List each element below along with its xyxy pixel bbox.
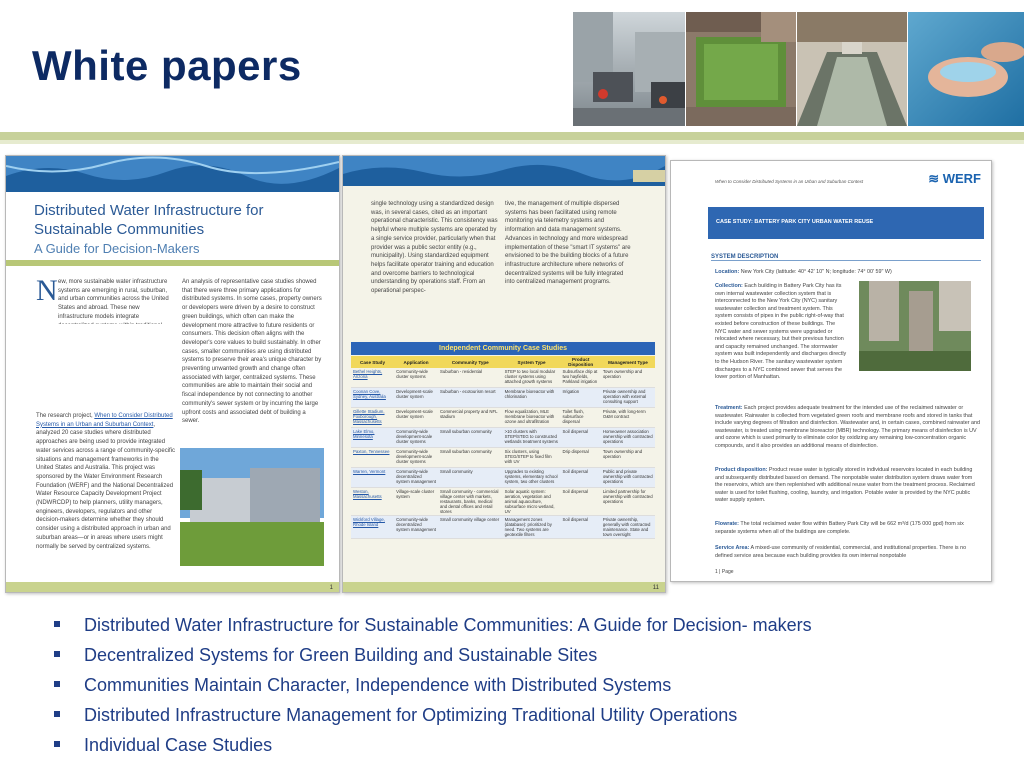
table-cell: Soil dispersal [560,428,600,448]
service-area-field: Service Area: A mixed-use community of residential, commercial, and institutional properties. There is no defined service area because each building provides its own internal nonpotable [715,545,967,559]
column-header: System Type [503,356,561,368]
case-study-title-band [708,207,984,239]
table-cell: Small community village center [438,516,503,539]
guide-col1-p2-post: , analyzed 20 case studies where distributed approaches are being used to provide integrated water services across a range of community-specific situations and management frameworks in the United States and Australia. This project was sponsored by the Water Environment Research Foundation (WERF) and the National Decentralized Water Resource Capacity Development Project (NDWRCDP) to help planners, utility managers, engineers, developers, regulators and other decision-makers determine whether they should consider using a distributed approach in urban and suburban areas—or in areas where users might normally be served by centralized systems. [36,421,176,550]
case-study-link[interactable]: Paxton, Tennessee [351,448,394,468]
table-cell: Upgrades to existing systems, elementary school system, two other clusters [503,468,561,488]
rainy-street-photo [573,12,685,126]
table-cell: Town ownership and operation [601,368,655,388]
column-header: Management Type [601,356,655,368]
case-study-link[interactable]: Warren, Vermont [351,468,394,488]
table-cell: >10 clusters with STEP/STEG to constructed wetlands treatment systems [503,428,561,448]
product-disposition-field: Product disposition: Product reuse water is typically stored in individual reservoirs located in each building and subsequently distributed based on demand. The nonpotable water distribution system draws water from the reservoirs, which are then replenished with additional reuse water from the treatment process. Reclaimed water is used for toilet flushing, cooling, laundry, and irrigation. Potable water is provided by the NYC public water supply system. [715,467,975,504]
table-row [351,428,655,448]
system-description-heading: SYSTEM DESCRIPTION [711,254,981,261]
flowrate-field: Flowrate: The total reclaimed water flow within Battery Park City will be 662 m³/d (175 000 gpd) from six separate systems when all of the buildings are complete. [715,521,964,535]
guide-dropcap: N [36,274,58,307]
table-cell: Community-wide development-scale cluster systems [394,428,438,448]
guide-col1-p2-pre: The research project, [36,413,95,419]
table-cell: Subsurface drip at two hayfields, Parkland irrigation [560,368,600,388]
guide-col2-paragraph: An analysis of representative case studies showed that there were three primary applications for distributed systems. In some cases, property owners or developers were driven by a desire to construct green buildings, which often can make the development more attractive to future residents or consumers. This decision often aligns with the developer's core values to build sustainably. In other cases, smaller communities are using distributed systems to preserve their area's unique character by preventing unwanted growth and change often associated with larger, centralized systems. These communities are able to maintain their social and fiscal independence by not connecting to another community's sewer system or by incurring the large upfront costs and associated debt of building a sewer. [182,279,322,425]
table-cell: STEP to two local modular cluster systems using attached growth systems [503,368,561,388]
table-row [351,408,655,428]
table-cell: Community-wide decentralized system management [394,516,438,539]
case-studies-col2: tive, the management of multiple dispersed systems has been facilitated using remote monitoring via telemetry systems and information and data management systems. Advances in technology and more widespread implementation of these "smart IT systems" are envisioned to be the building blocks of a future infrastructure architecture where networks of decentralized systems will be fully integrated into centralized management programs. [505,201,631,286]
table-cell: Limited partnership for ownership with contracted operations [601,488,655,516]
table-cell: Private ownership, generally with contracted maintenance. State and town oversight [601,516,655,539]
guide-col1-paragraph2 [36,412,176,567]
table-row [351,368,655,388]
guide-title-band [6,260,339,266]
guide-research-link[interactable]: When to Consider Distributed Systems in an Urban and Suburban Context [36,413,173,428]
case-study-link[interactable]: Coonan Cove, Sydney, Australia [351,388,394,408]
list-item[interactable]: Decentralized Systems for Green Building and Sustainable Sites [54,640,812,670]
case-studies-table-header [351,356,655,368]
table-cell: Development-scale cluster system [394,388,438,408]
case-studies-table-title: Independent Community Case Studies [351,342,655,355]
table-cell: Village-scale cluster system [394,488,438,516]
treatment-field: Treatment: Each project provides adequate treatment for the intended use of the reclaimed rainwater or wastewater. Rainwater is collected from vegetated green roofs and membrane roofs and stored in tanks that include varying degrees of filtration and disinfection. Wastewater and, in certain cases, combined rainwater and wastewater, is treated using membrane bioreactor (MBR) technology. The primary means of disinfection is UV and ozone which is used primarily to eliminate color by oxidizing any remaining low-concentration organic compounds, and it also provides an additional means of disinfection. [715,405,980,449]
table-cell: Membrane bioreactor with chlorination [503,388,561,408]
table-row [351,516,655,539]
table-cell: Development-scale cluster system [394,408,438,428]
table-cell: Soil dispersal [560,488,600,516]
table-cell: Community-wide decentralized system management [394,468,438,488]
list-item[interactable]: Communities Maintain Character, Independence with Distributed Systems [54,670,812,700]
guide-footer-bar [6,582,339,592]
location-field: Location: New York City (latitude: 40° 42' 10" N; longitude: 74° 00' 59" W) [715,269,892,275]
page-title: White papers [32,42,302,89]
column-header: Application [394,356,438,368]
guide-title: Distributed Water Infrastructure for Sustainable Communities [34,202,264,238]
water-banner-image [343,156,665,186]
list-item[interactable]: Individual Case Studies [54,730,812,760]
table-cell: Small community [438,468,503,488]
guide-page-number: 1 [329,585,333,591]
collection-field-continued [715,381,981,403]
table-cell: Town ownership and operation [601,448,655,468]
table-cell: Community-wide development-scale cluster systems [394,448,438,468]
table-cell: Small community - commercial village center with markets, restaurants, banks, medical and dental offices and retail stores [438,488,503,516]
battery-park-case-study-thumbnail[interactable] [670,160,992,582]
table-row [351,448,655,468]
column-header: Product Disposition [560,356,600,368]
case-study-link[interactable]: Wickford Village, Rhode Island [351,516,394,539]
guide-subtitle: A Guide for Decision-Makers [34,241,200,256]
case-studies-footer-bar [343,582,665,592]
guide-col1-paragraph1: ew, more sustainable water infrastructure systems are emerging in rural, suburban, and urban communities across the United States and abroad. These new infrastructure models integrate [58,279,169,320]
table-cell: Solar aquatic system: aeration, vegetation and animal aquaculture, subsurface micro wetland, UV [503,488,561,516]
case-studies-table [351,356,655,539]
header-divider-light [0,140,1024,144]
table-cell: Community-wide cluster systems [394,368,438,388]
table-cell: Management zones (database): prioritized by need. Two systems are geotextile filters [503,516,561,539]
table-cell: Suburban - residential [438,368,503,388]
white-paper-guide-thumbnail[interactable] [5,155,340,593]
column-header: Community Type [438,356,503,368]
werf-logo: ≋ WERF [928,171,981,186]
table-cell: Drip dispersal [560,448,600,468]
case-study-link[interactable]: Weston, Massachusetts [351,488,394,516]
water-banner-image [6,156,339,192]
case-study-link[interactable]: Gillette Stadium, Foxborough, Massachusetts [351,408,394,428]
water-treatment-photo [797,12,907,126]
table-cell: Irrigation [560,388,600,408]
table-cell: Private ownership and operation with external consulting support [601,388,655,408]
table-cell: Homeowner association ownership with contracted operations [601,428,655,448]
table-cell: Small suburban community [438,448,503,468]
case-study-running-header: When to Consider Distributed Systems in an Urban and Suburban Context [715,179,864,184]
case-studies-table-thumbnail[interactable] [342,155,666,593]
table-cell: Six clusters, using STEG/STEP to fixed film with UV [503,448,561,468]
list-item[interactable]: Distributed Infrastructure Management for Optimizing Traditional Utility Operations [54,700,812,730]
table-row [351,488,655,516]
table-cell: Public and private ownership with contracted operations [601,468,655,488]
building-lawn-photo [180,448,324,566]
table-cell: Private, with long-term O&M contract [601,408,655,428]
case-studies-col1: single technology using a standardized design was, in several cases, cited as an important operational characteristic. This consistency was helpful where multiple systems are operated by a single service provider, particularly when that provider was a public sector entity (e.g., municipality). Using standardized equipment helps facilitate operator training and education and overcome barriers to technological understanding by operations staff. From an operational perspec- [371,201,498,295]
green-roof-photo [686,12,796,126]
list-item[interactable]: Distributed Water Infrastructure for Sustainable Communities: A Guide for Decision- makers [54,610,812,640]
white-paper-list [54,610,812,760]
case-study-link[interactable]: Bethel Heights, Arizona [351,368,394,388]
case-study-title: CASE STUDY: BATTERY PARK CITY URBAN WATER REUSE [716,219,874,225]
table-row [351,468,655,488]
table-cell: Commercial property and NFL stadium [438,408,503,428]
case-study-page-number: 1 | Page [715,569,734,575]
column-header: Case Study [351,356,394,368]
table-cell: Flow equalization, MLE membrane bioreactor with ozone and ultrafiltration [503,408,561,428]
table-row [351,388,655,408]
table-cell: Soil dispersal [560,468,600,488]
hands-water-photo [908,12,1024,126]
table-cell: Soil dispersal [560,516,600,539]
table-cell: Toilet flush, subsurface dispersal [560,408,600,428]
header-divider [0,132,1024,140]
table-cell: Suburban - ecotourism resort [438,388,503,408]
case-studies-page-number: 11 [652,585,659,591]
collection-field: Collection: Each building in Battery Park City has its own internal wastewater collection system that is interconnected to the New York City (NYC) sanitary wastewater collection and treatment system. This system consists of pipes in the public right-of-way that existed before construction of these buildings. The NYC water and sewer systems were upgraded or relocated where necessary, but their previous function and capacity remained unchanged. The stormwater system was built independently and discharges directly to the Hudson River. The sanitary wastewater system discharges to a NYC combined sewer that serves the lower portion of Manhattan. [715,283,847,379]
werf-logo-icon: ≋ [928,171,943,186]
battery-park-aerial-photo [859,281,971,371]
table-cell: Small suburban community [438,428,503,448]
case-study-link[interactable]: Lake Elmo, Minnesota [351,428,394,448]
